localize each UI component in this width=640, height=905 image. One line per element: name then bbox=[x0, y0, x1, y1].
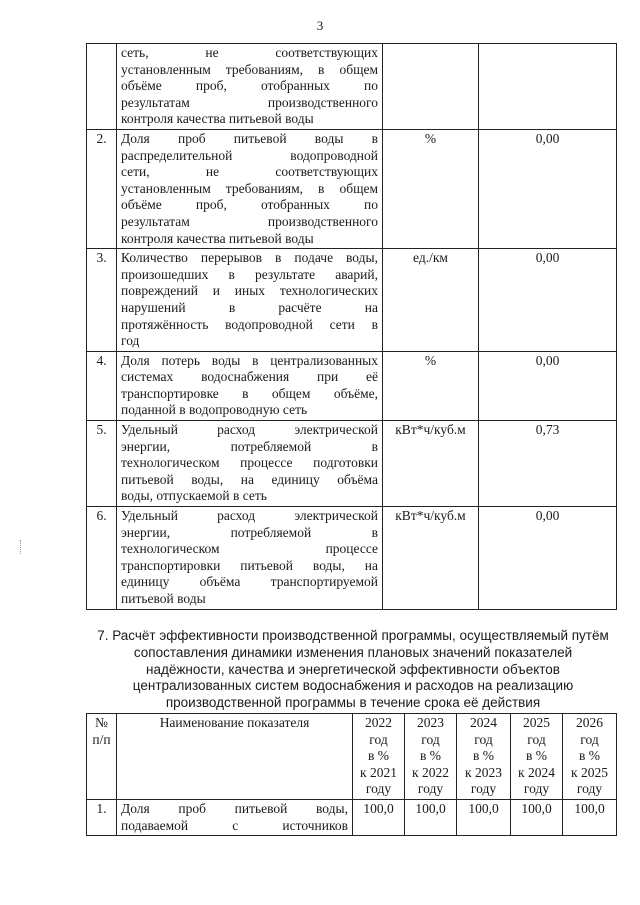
indicator-name-line: протяжённость водопроводной сети в bbox=[121, 316, 378, 332]
indicator-name-line: произошедших в результате аварий, bbox=[121, 266, 378, 282]
col-header-num: № п/п bbox=[87, 714, 117, 800]
indicator-name-line: Удельный расход электрической bbox=[121, 422, 378, 438]
indicator-name-line: установленным требованиям, в общем bbox=[121, 180, 378, 196]
row-number: 6. bbox=[87, 507, 117, 610]
col-header-2025: 2025 год в % к 2024 году bbox=[511, 714, 563, 800]
row-number: 2. bbox=[87, 129, 117, 248]
table-row bbox=[87, 351, 617, 420]
indicators-table bbox=[86, 43, 617, 610]
col-header-2023: 2023 год в % к 2022 году bbox=[405, 714, 457, 800]
row-number: 4. bbox=[87, 351, 117, 420]
indicator-name bbox=[117, 129, 383, 248]
indicator-name-line: системах водоснабжения при её bbox=[121, 369, 378, 385]
indicator-name bbox=[117, 507, 383, 610]
indicator-name-line: питьевой воды bbox=[121, 591, 206, 606]
indicator-name-line: контроля качества питьевой воды bbox=[121, 111, 314, 127]
indicator-name-line: нарушений в расчёте на bbox=[121, 299, 378, 315]
indicator-name-line: Количество перерывов в подаче воды, bbox=[121, 250, 378, 266]
indicator-name-line: Удельный расход электрической bbox=[121, 508, 378, 524]
efficiency-table bbox=[86, 713, 617, 836]
section-title-line: производственной программы в течение срока её действия bbox=[165, 695, 541, 711]
table-row bbox=[87, 249, 617, 352]
table-row bbox=[87, 507, 617, 610]
indicator-name-line: Доля потерь воды в централизованных bbox=[121, 352, 378, 368]
indicator-name-line: год bbox=[121, 333, 140, 349]
indicator-unit: % bbox=[383, 351, 479, 420]
indicator-value: 0,00 bbox=[479, 351, 617, 420]
indicator-name-line: Доля проб питьевой воды, bbox=[121, 800, 348, 816]
indicator-name-line: установленным требованиям, в общем bbox=[121, 61, 378, 77]
indicator-name bbox=[117, 421, 383, 507]
year-value: 100,0 bbox=[353, 799, 405, 835]
table-row bbox=[87, 44, 617, 130]
indicator-name-line: технологическом процессе bbox=[121, 541, 378, 557]
table-row bbox=[87, 129, 617, 248]
indicator-name-line: подаваемой с источников bbox=[121, 817, 348, 833]
col-header-2026: 2026 год в % к 2025 году bbox=[563, 714, 617, 800]
indicator-unit: кВт*ч/куб.м bbox=[383, 421, 479, 507]
row-number: 1. bbox=[87, 799, 117, 835]
section-title-line: сопоставления динамики изменения плановых значений показателей bbox=[133, 644, 573, 660]
indicator-value: 0,00 bbox=[479, 129, 617, 248]
page-number: 3 bbox=[316, 18, 324, 33]
year-value: 100,0 bbox=[405, 799, 457, 835]
indicator-name-line: энергии, потребляемой в bbox=[121, 524, 378, 540]
section-7-title bbox=[86, 628, 620, 712]
indicator-name-line: контроля качества питьевой воды bbox=[121, 230, 314, 246]
table-row bbox=[87, 421, 617, 507]
indicator-value: 0,73 bbox=[479, 421, 617, 507]
indicator-name-line: единицу объёма транспортируемой bbox=[121, 574, 378, 590]
year-value: 100,0 bbox=[457, 799, 511, 835]
indicator-name-line: воды, отпускаемой в сеть bbox=[121, 488, 267, 504]
margin-scan-mark bbox=[20, 540, 23, 554]
indicator-value: 0,00 bbox=[479, 507, 617, 610]
col-header-name: Наименование показателя bbox=[117, 714, 353, 800]
indicator-name-line: технологическом процессе подготовки bbox=[121, 455, 378, 471]
indicator-name-line: поданной в водопроводную сеть bbox=[121, 402, 308, 418]
indicator-name-line: питьевой воды, на единицу объёма bbox=[121, 471, 378, 487]
section-title-line: 7. Расчёт эффективности производственной программы, осуществляемый путём bbox=[97, 628, 609, 643]
section-title-line: надёжности, качества и энергетической эффективности объектов bbox=[146, 661, 560, 677]
indicator-name-line: объёме проб, отобранных по bbox=[121, 78, 378, 94]
indicator-value bbox=[479, 44, 617, 130]
year-value: 100,0 bbox=[563, 799, 617, 835]
table-header-row bbox=[87, 714, 617, 800]
indicator-name bbox=[117, 799, 353, 835]
indicator-name-line: объёме проб, отобранных по bbox=[121, 197, 378, 213]
indicator-name-line: повреждений и иных технологических bbox=[121, 283, 378, 299]
indicator-unit: % bbox=[383, 129, 479, 248]
row-number: 5. bbox=[87, 421, 117, 507]
row-number bbox=[87, 44, 117, 130]
row-number: 3. bbox=[87, 249, 117, 352]
indicator-name-line: распределительной водопроводной bbox=[121, 147, 378, 163]
indicator-unit: ед./км bbox=[383, 249, 479, 352]
indicator-name-line: результатам производственного bbox=[121, 94, 378, 110]
indicator-name bbox=[117, 351, 383, 420]
indicator-name bbox=[117, 249, 383, 352]
year-value: 100,0 bbox=[511, 799, 563, 835]
indicator-name-line: сети, не соответствующих bbox=[121, 164, 378, 180]
indicator-name-line: Доля проб питьевой воды в bbox=[121, 130, 378, 146]
table-row bbox=[87, 799, 617, 835]
indicator-name-line: транспортировке в общем объёме, bbox=[121, 385, 378, 401]
indicator-name-line: сеть, не соответствующих bbox=[121, 45, 378, 60]
indicator-name-line: транспортировки питьевой воды, на bbox=[121, 557, 378, 573]
indicator-unit: кВт*ч/куб.м bbox=[383, 507, 479, 610]
indicator-unit bbox=[383, 44, 479, 130]
indicator-value: 0,00 bbox=[479, 249, 617, 352]
col-header-2022: 2022 год в % к 2021 году bbox=[353, 714, 405, 800]
indicator-name-line: энергии, потребляемой в bbox=[121, 438, 378, 454]
col-header-2024: 2024 год в % к 2023 году bbox=[457, 714, 511, 800]
indicator-name bbox=[117, 44, 383, 130]
section-title-line: централизованных систем водоснабжения и расходов на реализацию bbox=[132, 678, 574, 694]
indicator-name-line: результатам производственного bbox=[121, 213, 378, 229]
